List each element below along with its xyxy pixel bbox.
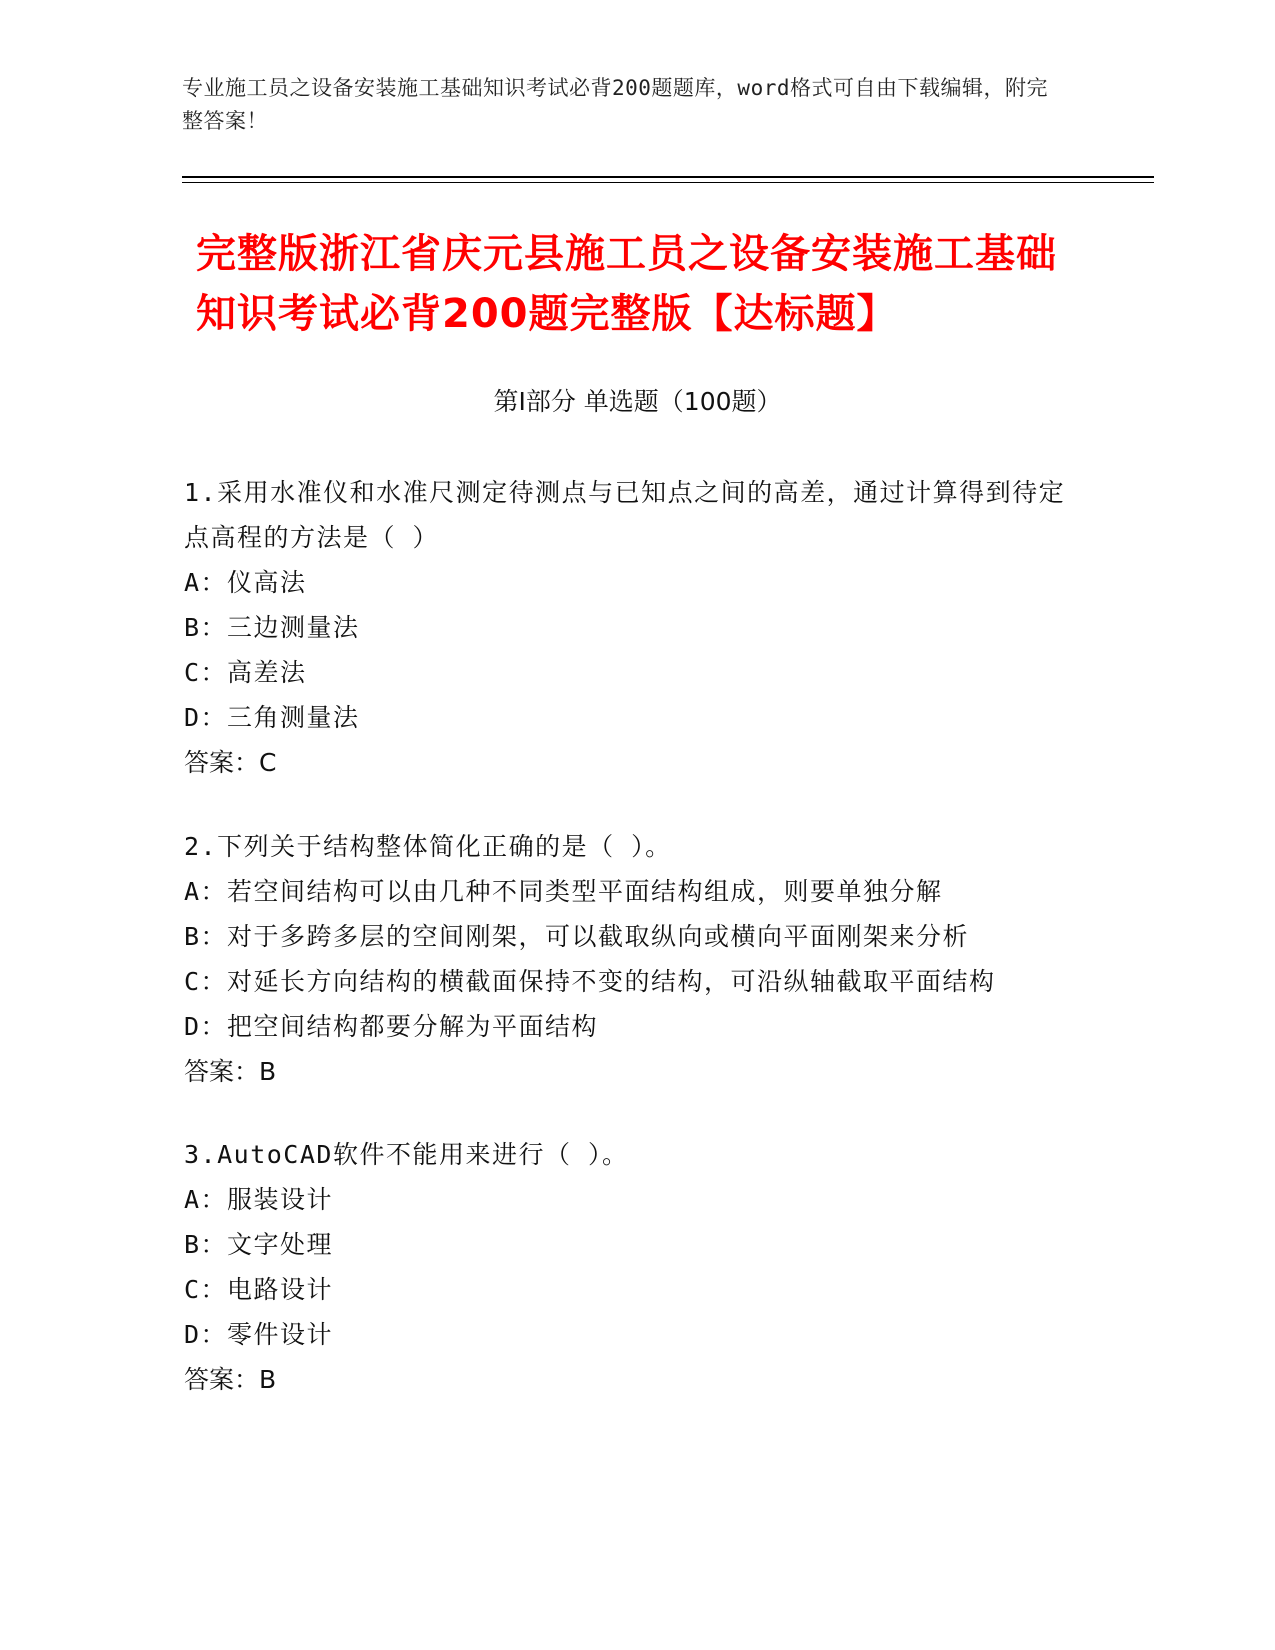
option-a: A：仪高法: [184, 568, 307, 597]
section-heading: 第I部分 单选题（100题）: [493, 387, 782, 416]
answer: 答案：B: [184, 1057, 277, 1086]
option-c: C：对延长方向结构的横截面保持不变的结构，可沿纵轴截取平面结构: [184, 967, 996, 996]
question-text: 3.AutoCAD软件不能用来进行（ ）。: [184, 1140, 629, 1169]
question-3: [184, 1132, 1084, 1403]
question-text: 2.下列关于结构整体简化正确的是（ ）。: [184, 832, 672, 861]
option-c: C：电路设计: [184, 1275, 334, 1304]
header-note: 专业施工员之设备安装施工基础知识考试必背200题题库，word格式可自由下载编辑，附完整答案！: [182, 76, 1048, 133]
option-d: D：把空间结构都要分解为平面结构: [184, 1012, 599, 1041]
option-b: B：对于多跨多层的空间刚架，可以截取纵向或横向平面刚架来分析: [184, 922, 970, 951]
option-d: D：三角测量法: [184, 703, 360, 732]
answer: 答案：B: [184, 1365, 277, 1394]
option-a: A：若空间结构可以由几种不同类型平面结构组成，则要单独分解: [184, 877, 943, 906]
question-1: [184, 470, 1084, 786]
answer: 答案：C: [184, 748, 277, 777]
header-rule-thick: [182, 176, 1154, 178]
option-a: A：服装设计: [184, 1185, 334, 1214]
option-b: B：三边测量法: [184, 613, 360, 642]
question-text: 1.采用水准仪和水准尺测定待测点与已知点之间的高差，通过计算得到待定点高程的方法是（ ）: [184, 478, 1066, 552]
option-b: B：文字处理: [184, 1230, 334, 1259]
document-title: 完整版浙江省庆元县施工员之设备安装施工基础知识考试必背200题完整版【达标题】: [196, 231, 1057, 337]
header-rule-thin: [182, 182, 1154, 183]
option-c: C：高差法: [184, 658, 307, 687]
question-2: [184, 824, 1084, 1095]
option-d: D：零件设计: [184, 1320, 334, 1349]
